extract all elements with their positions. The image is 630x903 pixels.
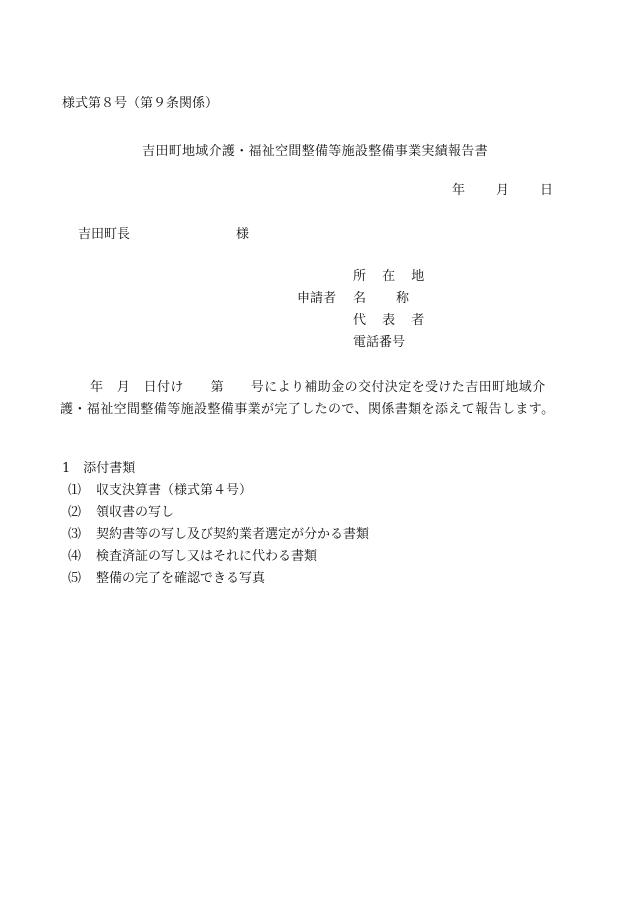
addressee-honorific: 様 <box>236 227 250 242</box>
list-item <box>68 550 369 572</box>
list-item <box>68 506 369 528</box>
list-item-label: 収支決算書（様式第４号） <box>96 483 253 498</box>
list-item <box>68 528 369 550</box>
document-title: 吉田町地域介護・福祉空間整備等施設整備事業実績報告書 <box>142 144 488 159</box>
list-item-label: 契約書等の写し及び契約業者選定が分かる書類 <box>96 527 370 542</box>
list-item-label: 領収書の写し <box>96 505 175 520</box>
list-item-number: ⑸ <box>68 571 82 586</box>
applicant-location-label: 所 在 地 <box>353 269 431 284</box>
addressee <box>78 227 250 242</box>
applicant-representative-label: 代 表 者 <box>353 313 431 328</box>
date-year-label: 年 <box>452 183 466 198</box>
list-item <box>68 572 369 594</box>
attachments-list <box>68 484 369 594</box>
report-body-text: 年 月 日付け 第 号により補助金の交付決定を受けた吉田町地域介護・福祉空間整備等施設整備事業が完了したので、関係書類を添えて報告します。 <box>60 380 555 417</box>
applicant-name-label-first: 名 <box>353 291 367 306</box>
report-date <box>452 184 553 197</box>
applicant-role-label: 申請者 <box>297 291 337 306</box>
list-item-label: 検査済証の写し又はそれに代わる書類 <box>96 549 318 564</box>
list-item-label: 整備の完了を確認できる写真 <box>96 571 266 586</box>
form-number: 様式第８号（第９条関係） <box>62 96 219 111</box>
applicant-name-label-second: 称 <box>396 291 410 306</box>
addressee-name: 吉田町長 <box>78 227 131 242</box>
list-item-number: ⑷ <box>68 549 82 564</box>
list-item-number: ⑵ <box>68 505 82 520</box>
list-item-number: ⑶ <box>68 527 82 542</box>
date-month-label: 月 <box>496 183 510 198</box>
report-body <box>60 377 560 421</box>
list-item-number: ⑴ <box>68 483 82 498</box>
date-day-label: 日 <box>540 183 554 198</box>
applicant-name-label <box>353 292 409 305</box>
list-item <box>68 484 369 506</box>
applicant-phone-label: 電話番号 <box>353 335 406 350</box>
attachments-heading: 1 添付書類 <box>62 461 136 476</box>
